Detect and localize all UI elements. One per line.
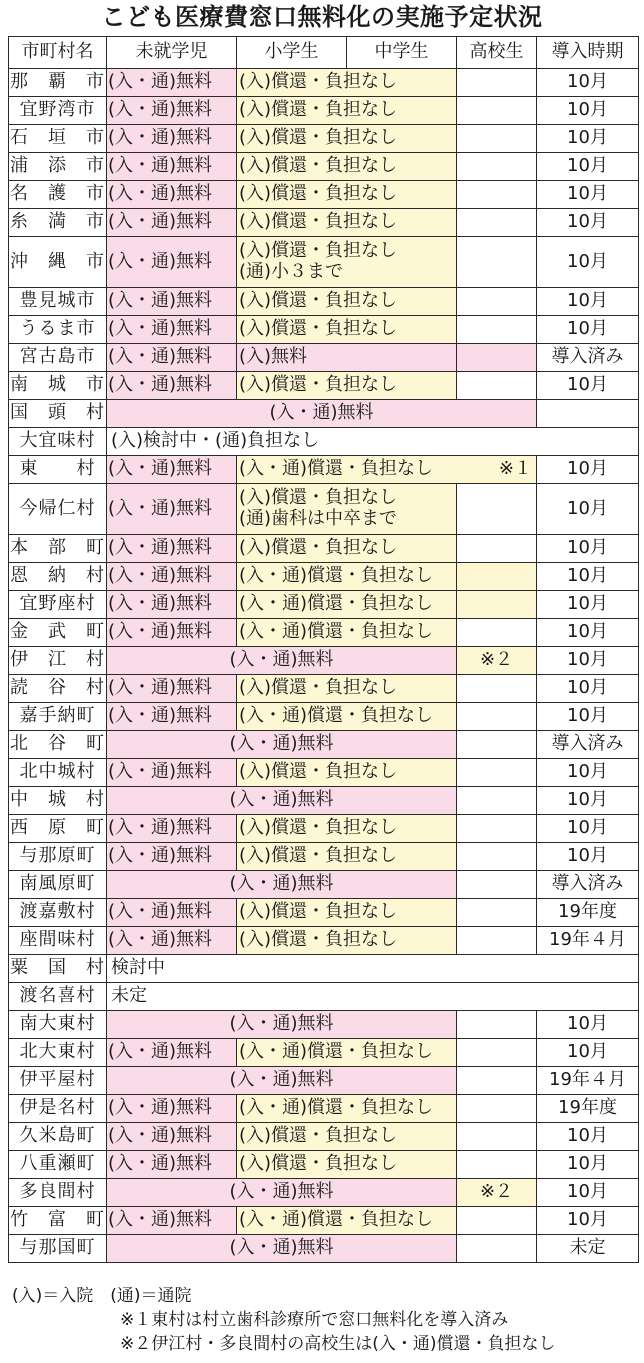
high-school-cell [457, 591, 537, 619]
school-coverage-line1: (入)償還・負担なし [239, 290, 398, 312]
table-row [9, 675, 639, 703]
high-school-cell [537, 400, 639, 428]
high-school-cell: ※２ [457, 647, 537, 675]
table-row [9, 1123, 639, 1151]
municipality-name: 伊平屋村 [9, 1067, 107, 1095]
preschool-coverage: (入・通)無料 [107, 535, 237, 563]
table-row [9, 899, 639, 927]
school-coverage [237, 1151, 457, 1179]
school-coverage-line1: (入・通)償還・負担なし [239, 1209, 434, 1231]
start-time: 10月 [537, 675, 639, 703]
school-coverage [237, 484, 457, 535]
municipality-name: 南 城 市 [9, 372, 107, 400]
start-time: 10月 [537, 456, 639, 484]
preschool-coverage: (入・通)無料 [107, 288, 237, 316]
municipality-name: 嘉手納町 [9, 703, 107, 731]
combined-coverage: (入・通)無料 [107, 1011, 457, 1039]
municipality-name: 今帰仁村 [9, 484, 107, 535]
municipality-name: 沖 縄 市 [9, 237, 107, 288]
start-time: 10月 [537, 125, 639, 153]
combined-coverage: (入・通)無料 [107, 400, 537, 428]
combined-coverage: (入・通)無料 [107, 647, 457, 675]
table-row [9, 787, 639, 815]
school-coverage [237, 456, 537, 484]
preschool-coverage: (入・通)無料 [107, 675, 237, 703]
municipality-name: 石 垣 市 [9, 125, 107, 153]
school-coverage [237, 843, 457, 871]
high-school-cell [457, 619, 537, 647]
school-coverage-line1: (入・通)償還・負担なし [239, 593, 434, 615]
legend-note: (入)＝入院 (通)＝通院 [12, 1286, 192, 1306]
school-coverage-line1: (入)償還・負担なし [239, 677, 398, 699]
school-coverage-line1: (入)無料 [239, 346, 308, 368]
start-time: 10月 [537, 153, 639, 181]
start-time: 10月 [537, 1179, 639, 1207]
footnotes [8, 1284, 638, 1356]
start-time: 10月 [537, 535, 639, 563]
table-row [9, 563, 639, 591]
preschool-coverage: (入・通)無料 [107, 153, 237, 181]
school-coverage [237, 69, 457, 97]
start-time: 10月 [537, 787, 639, 815]
high-school-cell [457, 97, 537, 125]
combined-coverage: (入・通)無料 [107, 1067, 457, 1095]
high-school-cell [457, 815, 537, 843]
school-coverage-line1: (入)償還・負担なし [239, 240, 398, 262]
high-school-cell [457, 759, 537, 787]
table-body [9, 69, 639, 1263]
municipality-name: 南大東村 [9, 1011, 107, 1039]
high-school-cell [457, 843, 537, 871]
table-row [9, 1095, 639, 1123]
school-coverage-line1: (入)償還・負担なし [239, 845, 398, 867]
combined-coverage: 検討中 [107, 955, 639, 983]
start-time: 10月 [537, 619, 639, 647]
school-coverage-line2: (通)小３まで [239, 261, 344, 282]
high-school-cell [457, 288, 537, 316]
combined-coverage: (入・通)無料 [107, 1235, 457, 1263]
municipality-name: 本 部 町 [9, 535, 107, 563]
combined-coverage: (入・通)無料 [107, 1179, 457, 1207]
table-row [9, 619, 639, 647]
municipality-name: 名 護 市 [9, 181, 107, 209]
municipality-name: 南風原町 [9, 871, 107, 899]
school-coverage-line1: (入)償還・負担なし [239, 99, 398, 121]
combined-coverage: 未定 [107, 983, 639, 1011]
school-coverage-line1: (入)償還・負担なし [239, 71, 398, 93]
high-school-cell [457, 344, 537, 372]
school-coverage-line2: (通)歯科は中卒まで [239, 508, 398, 529]
preschool-coverage: (入・通)無料 [107, 456, 237, 484]
municipality-name: 伊 江 村 [9, 647, 107, 675]
school-coverage [237, 153, 457, 181]
start-time: 10月 [537, 563, 639, 591]
school-coverage [237, 181, 457, 209]
municipality-name: 中 城 村 [9, 787, 107, 815]
preschool-coverage: (入・通)無料 [107, 899, 237, 927]
table-row [9, 181, 639, 209]
preschool-coverage: (入・通)無料 [107, 1039, 237, 1067]
footnote-1: ※１東村は村立歯科診療所で窓口無料化を導入済み [120, 1310, 509, 1330]
table-row [9, 125, 639, 153]
high-school-cell [457, 1235, 537, 1263]
start-time: 10月 [537, 97, 639, 125]
preschool-coverage: (入・通)無料 [107, 372, 237, 400]
table-row [9, 703, 639, 731]
high-school-cell [457, 316, 537, 344]
municipality-name: 竹 富 町 [9, 1207, 107, 1235]
combined-coverage: (入・通)無料 [107, 731, 457, 759]
school-coverage [237, 563, 457, 591]
high-school-cell [457, 1095, 537, 1123]
start-time: 10月 [537, 288, 639, 316]
table-row [9, 1179, 639, 1207]
start-time: 10月 [537, 209, 639, 237]
municipality-name: 渡嘉敷村 [9, 899, 107, 927]
school-coverage [237, 899, 457, 927]
table-row [9, 1235, 639, 1263]
school-coverage-line1: (入)償還・負担なし [239, 901, 398, 923]
school-coverage [237, 759, 457, 787]
start-time: 10月 [537, 843, 639, 871]
school-coverage-line1: (入)償還・負担なし [239, 318, 398, 340]
start-time: 10月 [537, 69, 639, 97]
preschool-coverage: (入・通)無料 [107, 237, 237, 288]
header-junior-high: 中学生 [347, 37, 457, 69]
table-header-row [9, 37, 639, 69]
preschool-coverage: (入・通)無料 [107, 1123, 237, 1151]
school-coverage-line1: (入・通)償還・負担なし [239, 565, 434, 587]
municipality-name: 那 覇 市 [9, 69, 107, 97]
table-row [9, 1067, 639, 1095]
header-start-time: 導入時期 [537, 37, 639, 69]
start-time: 19年４月 [537, 1067, 639, 1095]
preschool-coverage: (入・通)無料 [107, 619, 237, 647]
school-coverage-line1: (入・通)償還・負担なし [239, 1097, 434, 1119]
high-school-cell [457, 237, 537, 288]
municipality-name: 与那国町 [9, 1235, 107, 1263]
school-coverage [237, 344, 457, 372]
municipality-name: 与那原町 [9, 843, 107, 871]
high-school-cell [457, 1151, 537, 1179]
municipality-name: 八重瀬町 [9, 1151, 107, 1179]
combined-coverage: (入・通)無料 [107, 787, 457, 815]
table-row [9, 955, 639, 983]
table-row [9, 759, 639, 787]
school-coverage-line1: (入)償還・負担なし [239, 1125, 398, 1147]
preschool-coverage: (入・通)無料 [107, 563, 237, 591]
preschool-coverage: (入・通)無料 [107, 97, 237, 125]
school-coverage-line1: (入)償還・負担なし [239, 374, 398, 396]
school-coverage [237, 1039, 457, 1067]
table-row [9, 731, 639, 759]
municipality-name: 北大東村 [9, 1039, 107, 1067]
high-school-cell [457, 69, 537, 97]
municipality-name: 久米島町 [9, 1123, 107, 1151]
table-row [9, 871, 639, 899]
table-row [9, 1151, 639, 1179]
school-coverage-line1: (入)償還・負担なし [239, 817, 398, 839]
start-time: 19年度 [537, 1095, 639, 1123]
school-coverage [237, 97, 457, 125]
start-time: 10月 [537, 316, 639, 344]
start-time: 10月 [537, 1123, 639, 1151]
municipality-name: 恩 納 村 [9, 563, 107, 591]
school-coverage [237, 535, 457, 563]
start-time: 導入済み [537, 344, 639, 372]
table-row [9, 400, 639, 428]
table-row [9, 153, 639, 181]
table-row [9, 237, 639, 288]
municipality-name: 宮古島市 [9, 344, 107, 372]
municipality-name: 浦 添 市 [9, 153, 107, 181]
school-coverage-line1: (入)償還・負担なし [239, 929, 398, 951]
municipality-name: 宜野座村 [9, 591, 107, 619]
preschool-coverage: (入・通)無料 [107, 759, 237, 787]
table-row [9, 1207, 639, 1235]
high-school-cell [457, 125, 537, 153]
school-coverage [237, 316, 457, 344]
high-school-cell [457, 153, 537, 181]
municipality-name: 多良間村 [9, 1179, 107, 1207]
school-coverage [237, 1123, 457, 1151]
page-title: こども医療費窓口無料化の実施予定状況 [101, 3, 543, 31]
municipality-name: 粟 国 村 [9, 955, 107, 983]
high-school-cell [457, 181, 537, 209]
start-time: 10月 [537, 647, 639, 675]
header-elementary: 小学生 [237, 37, 347, 69]
high-school-cell [457, 1123, 537, 1151]
start-time: 10月 [537, 1207, 639, 1235]
school-coverage-line1: (入)償還・負担なし [239, 155, 398, 177]
table-row [9, 69, 639, 97]
preschool-coverage: (入・通)無料 [107, 815, 237, 843]
preschool-coverage: (入・通)無料 [107, 591, 237, 619]
high-school-cell [457, 535, 537, 563]
preschool-coverage: (入・通)無料 [107, 843, 237, 871]
header-preschool: 未就学児 [107, 37, 237, 69]
footnote-mark: ※１ [498, 458, 532, 480]
start-time: 10月 [537, 703, 639, 731]
municipality-name: 読 谷 村 [9, 675, 107, 703]
school-coverage-line1: (入)償還・負担なし [239, 761, 398, 783]
municipality-name: 国 頭 村 [9, 400, 107, 428]
start-time: 10月 [537, 759, 639, 787]
school-coverage [237, 927, 457, 955]
municipality-name: 宜野湾市 [9, 97, 107, 125]
municipality-name: 渡名喜村 [9, 983, 107, 1011]
municipality-name: 金 武 町 [9, 619, 107, 647]
school-coverage [237, 591, 457, 619]
preschool-coverage: (入・通)無料 [107, 484, 237, 535]
start-time: 10月 [537, 815, 639, 843]
high-school-cell [457, 899, 537, 927]
start-time: 10月 [537, 372, 639, 400]
start-time: 10月 [537, 181, 639, 209]
high-school-cell [457, 209, 537, 237]
high-school-cell [457, 1011, 537, 1039]
preschool-coverage: (入・通)無料 [107, 344, 237, 372]
start-time: 10月 [537, 237, 639, 288]
municipality-name: 糸 満 市 [9, 209, 107, 237]
school-coverage [237, 703, 457, 731]
preschool-coverage: (入・通)無料 [107, 1095, 237, 1123]
high-school-cell [457, 1067, 537, 1095]
start-time: 10月 [537, 1011, 639, 1039]
school-coverage [237, 209, 457, 237]
preschool-coverage: (入・通)無料 [107, 703, 237, 731]
school-coverage-line1: (入)償還・負担なし [239, 211, 398, 233]
municipality-name: 北 谷 町 [9, 731, 107, 759]
preschool-coverage: (入・通)無料 [107, 181, 237, 209]
school-coverage [237, 125, 457, 153]
school-coverage-line1: (入)償還・負担なし [239, 487, 398, 509]
school-coverage-line1: (入・通)償還・負担なし [239, 705, 434, 727]
header-high-school: 高校生 [457, 37, 537, 69]
combined-coverage: (入・通)無料 [107, 871, 457, 899]
school-coverage [237, 619, 457, 647]
high-school-cell [457, 703, 537, 731]
school-coverage [237, 1095, 457, 1123]
start-time: 10月 [537, 591, 639, 619]
high-school-cell [457, 1039, 537, 1067]
start-time: 未定 [537, 1235, 639, 1263]
high-school-cell [457, 484, 537, 535]
table-row [9, 591, 639, 619]
school-coverage [237, 288, 457, 316]
start-time: 10月 [537, 1151, 639, 1179]
start-time: 10月 [537, 484, 639, 535]
high-school-cell [457, 871, 537, 899]
school-coverage-line1: (入)償還・負担なし [239, 127, 398, 149]
table-row [9, 647, 639, 675]
high-school-cell [457, 372, 537, 400]
high-school-cell [457, 927, 537, 955]
start-time: 19年４月 [537, 927, 639, 955]
preschool-coverage: (入・通)無料 [107, 125, 237, 153]
table-row [9, 456, 639, 484]
start-time: 導入済み [537, 871, 639, 899]
school-coverage-line1: (入・通)償還・負担なし [239, 621, 434, 643]
high-school-cell [457, 1207, 537, 1235]
municipality-name: 大宜味村 [9, 428, 107, 456]
combined-coverage: (入)検討中・(通)負担なし [107, 428, 639, 456]
high-school-cell: ※２ [457, 1179, 537, 1207]
table-row [9, 209, 639, 237]
table-row [9, 843, 639, 871]
start-time: 10月 [537, 1039, 639, 1067]
preschool-coverage: (入・通)無料 [107, 316, 237, 344]
school-coverage-line1: (入)償還・負担なし [239, 537, 398, 559]
school-coverage-line1: (入)償還・負担なし [239, 183, 398, 205]
school-coverage [237, 1207, 457, 1235]
high-school-cell [457, 563, 537, 591]
table-row [9, 316, 639, 344]
school-coverage-text: (入・通)償還・負担なし [239, 458, 434, 480]
school-coverage [237, 815, 457, 843]
table-row [9, 815, 639, 843]
header-municipality: 市町村名 [9, 37, 107, 69]
school-coverage [237, 372, 457, 400]
table-row [9, 1039, 639, 1067]
municipality-name: 北中城村 [9, 759, 107, 787]
municipality-name: 豊見城市 [9, 288, 107, 316]
table-row [9, 927, 639, 955]
school-coverage-line1: (入・通)償還・負担なし [239, 1041, 434, 1063]
table-row [9, 1011, 639, 1039]
municipality-name: 東 村 [9, 456, 107, 484]
table-row [9, 983, 639, 1011]
table-row [9, 428, 639, 456]
municipality-name: 伊是名村 [9, 1095, 107, 1123]
preschool-coverage: (入・通)無料 [107, 69, 237, 97]
table-row [9, 344, 639, 372]
start-time: 導入済み [537, 731, 639, 759]
high-school-cell [457, 787, 537, 815]
implementation-table [8, 36, 639, 1263]
table-row [9, 484, 639, 535]
school-coverage-line [237, 459, 536, 480]
high-school-cell [457, 731, 537, 759]
table-row [9, 535, 639, 563]
preschool-coverage: (入・通)無料 [107, 1207, 237, 1235]
table-row [9, 288, 639, 316]
school-coverage-line1: (入)償還・負担なし [239, 1153, 398, 1175]
preschool-coverage: (入・通)無料 [107, 209, 237, 237]
table-row [9, 372, 639, 400]
table-row [9, 97, 639, 125]
school-coverage [237, 237, 457, 288]
preschool-coverage: (入・通)無料 [107, 1151, 237, 1179]
municipality-name: うるま市 [9, 316, 107, 344]
municipality-name: 座間味村 [9, 927, 107, 955]
high-school-cell [457, 675, 537, 703]
municipality-name: 西 原 町 [9, 815, 107, 843]
school-coverage [237, 675, 457, 703]
preschool-coverage: (入・通)無料 [107, 927, 237, 955]
footnote-2: ※２伊江村・多良間村の高校生は(入・通)償還・負担なし [120, 1334, 556, 1354]
start-time: 19年度 [537, 899, 639, 927]
